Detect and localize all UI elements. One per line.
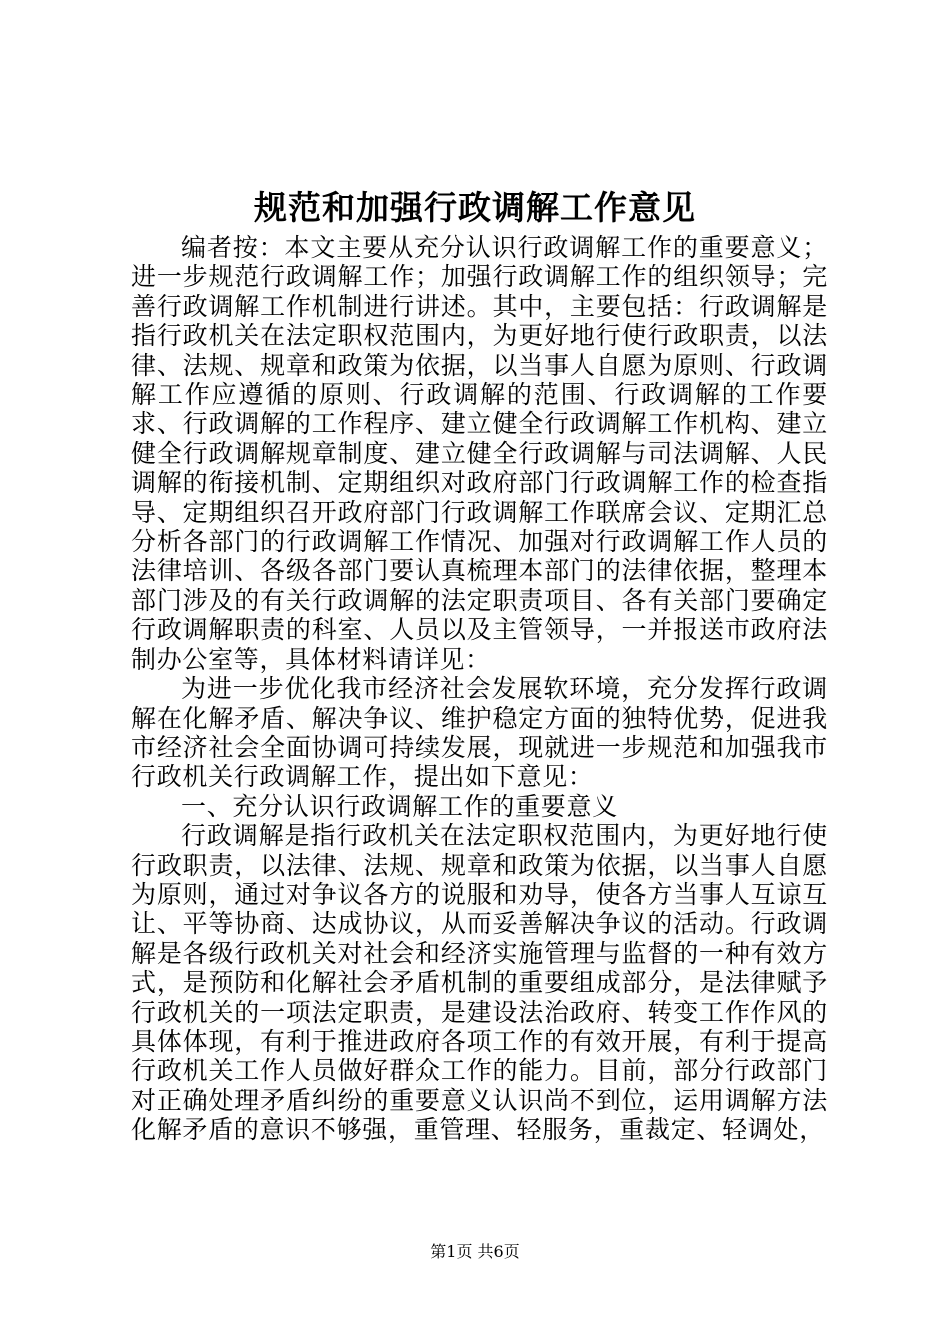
document-title: 规范和加强行政调解工作意见: [254, 188, 696, 227]
editor-note-paragraph: 编者按：本文主要从充分认识行政调解工作的重要意义；进一步规范行政调解工作；加强行政调解工作的组织领导；完善行政调解工作机制进行讲述。其中，主要包括：行政调解是指行政机关在法定职权范围内，为更好地行使行政职责，以法律、法规、规章和政策为依据，以当事人自愿为原则、行政调解工作应遵循的原则、行政调解的范围、行政调解的工作要求、行政调解的工作程序、建立健全行政调解工作机构、建立健全行政调解规章制度、建立健全行政调解与司法调解、人民调解的衔接机制、定期组织对政府部门行政调解工作的检查指导、定期组织召开政府部门行政调解工作联席会议、定期汇总分析各部门的行政调解工作情况、加强对行政调解工作人员的法律培训、各级各部门要认真梳理本部门的法律依据，整理本部门涉及的有关行政调解的法定职责项目、各有关部门要确定行政调解职责的科室、人员以及主管领导，一并报送市政府法制办公室等，具体材料请详见：: [131, 233, 828, 674]
section-heading: 一、充分认识行政调解工作的重要意义: [181, 791, 618, 821]
section-paragraph: 行政调解是指行政机关在法定职权范围内，为更好地行使行政职责，以法律、法规、规章和政策为依据，以当事人自愿为原则，通过对争议各方的说服和劝导，使各方当事人互谅互让、平等协商、达成协议，从而妥善解决争议的活动。行政调解是各级行政机关对社会和经济实施管理与监督的一种有效方式，是预防和化解社会矛盾机制的重要组成部分，是法律赋予行政机关的一项法定职责，是建设法治政府、转变工作作风的具体体现，有利于推进政府各项工作的有效开展，有利于提高行政机关工作人员做好群众工作的能力。目前，部分行政部门对正确处理矛盾纠纷的重要意义认识尚不到位，运用调解方法化解矛盾的意识不够强，重管理、轻服务，重裁定、轻调处，: [131, 821, 828, 1145]
page-number-footer: 第1页 共6页: [430, 1242, 520, 1261]
intro-paragraph: 为进一步优化我市经济社会发展软环境，充分发挥行政调解在化解矛盾、解决争议、维护稳定方面的独特优势，促进我市经济社会全面协调可持续发展，现就进一步规范和加强我市行政机关行政调解工作，提出如下意见：: [131, 674, 828, 792]
document-body: [131, 233, 828, 1145]
